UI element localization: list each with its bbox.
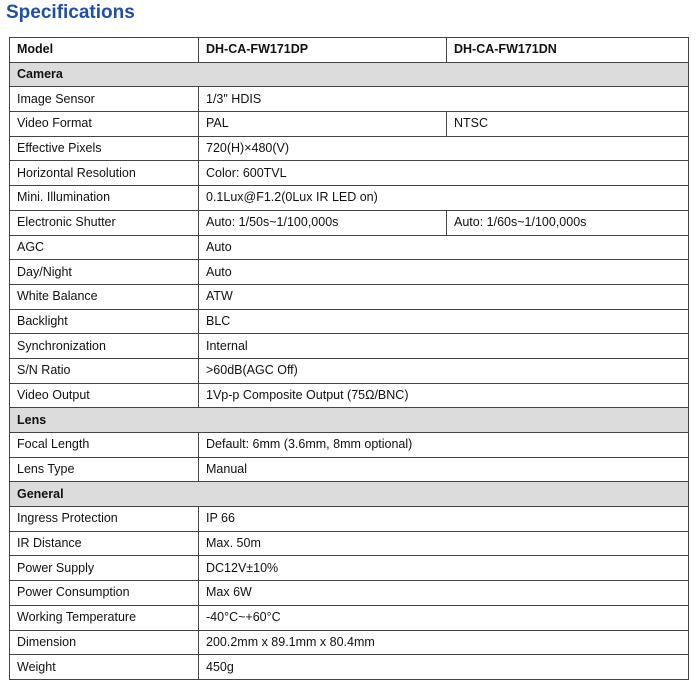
row-label: Focal Length — [10, 433, 199, 458]
table-row — [10, 457, 689, 482]
row-value: -40°C~+60°C — [199, 605, 689, 630]
table-header-row — [10, 38, 689, 63]
row-label: Power Supply — [10, 556, 199, 581]
row-value: Max 6W — [199, 581, 689, 606]
table-row — [10, 161, 689, 186]
row-value: Manual — [199, 457, 689, 482]
row-value: IP 66 — [199, 507, 689, 532]
row-value: 1/3" HDIS — [199, 87, 689, 112]
row-value: 1Vp-p Composite Output (75Ω/BNC) — [199, 383, 689, 408]
row-value: 450g — [199, 655, 689, 680]
page-title: Specifications — [6, 2, 135, 23]
row-value-dp: PAL — [199, 112, 447, 137]
row-label: Horizontal Resolution — [10, 161, 199, 186]
table-row — [10, 284, 689, 309]
table-row — [10, 556, 689, 581]
row-value-dn: NTSC — [447, 112, 689, 137]
table-row — [10, 235, 689, 260]
table-row — [10, 358, 689, 383]
table-row — [10, 433, 689, 458]
table-row — [10, 210, 689, 235]
row-value: 720(H)×480(V) — [199, 136, 689, 161]
table-row — [10, 334, 689, 359]
row-value: Internal — [199, 334, 689, 359]
row-label: Weight — [10, 655, 199, 680]
table-row — [10, 531, 689, 556]
row-label: Working Temperature — [10, 605, 199, 630]
section-label: Camera — [10, 62, 689, 87]
table-row — [10, 309, 689, 334]
table-row — [10, 87, 689, 112]
section-row-lens — [10, 408, 689, 433]
table-row — [10, 383, 689, 408]
row-label: Ingress Protection — [10, 507, 199, 532]
row-value: BLC — [199, 309, 689, 334]
row-label: Image Sensor — [10, 87, 199, 112]
row-label: IR Distance — [10, 531, 199, 556]
header-model-dp: DH-CA-FW171DP — [199, 38, 447, 63]
specifications-table — [9, 37, 689, 680]
header-model-label: Model — [10, 38, 199, 63]
row-label: Dimension — [10, 630, 199, 655]
row-label: Power Consumption — [10, 581, 199, 606]
row-value: Auto — [199, 260, 689, 285]
row-value: 0.1Lux@F1.2(0Lux IR LED on) — [199, 186, 689, 211]
row-value: 200.2mm x 89.1mm x 80.4mm — [199, 630, 689, 655]
row-value: DC12V±10% — [199, 556, 689, 581]
table-row — [10, 655, 689, 680]
table-row — [10, 136, 689, 161]
row-value-dp: Auto: 1/50s~1/100,000s — [199, 210, 447, 235]
row-value: Default: 6mm (3.6mm, 8mm optional) — [199, 433, 689, 458]
row-label: Effective Pixels — [10, 136, 199, 161]
row-label: Video Format — [10, 112, 199, 137]
row-label: Mini. Illumination — [10, 186, 199, 211]
row-label: Day/Night — [10, 260, 199, 285]
row-label: S/N Ratio — [10, 358, 199, 383]
table-row — [10, 605, 689, 630]
table-row — [10, 581, 689, 606]
row-value: ATW — [199, 284, 689, 309]
row-label: Synchronization — [10, 334, 199, 359]
row-value: >60dB(AGC Off) — [199, 358, 689, 383]
row-value: Max. 50m — [199, 531, 689, 556]
row-label: Video Output — [10, 383, 199, 408]
table-row — [10, 186, 689, 211]
section-label: Lens — [10, 408, 689, 433]
row-value: Color: 600TVL — [199, 161, 689, 186]
row-label: Backlight — [10, 309, 199, 334]
table-row — [10, 630, 689, 655]
table-row — [10, 507, 689, 532]
row-label: White Balance — [10, 284, 199, 309]
row-value-dn: Auto: 1/60s~1/100,000s — [447, 210, 689, 235]
row-label: AGC — [10, 235, 199, 260]
row-label: Electronic Shutter — [10, 210, 199, 235]
section-row-general — [10, 482, 689, 507]
table-row — [10, 260, 689, 285]
table-row — [10, 112, 689, 137]
section-label: General — [10, 482, 689, 507]
row-label: Lens Type — [10, 457, 199, 482]
section-row-camera — [10, 62, 689, 87]
row-value: Auto — [199, 235, 689, 260]
header-model-dn: DH-CA-FW171DN — [447, 38, 689, 63]
